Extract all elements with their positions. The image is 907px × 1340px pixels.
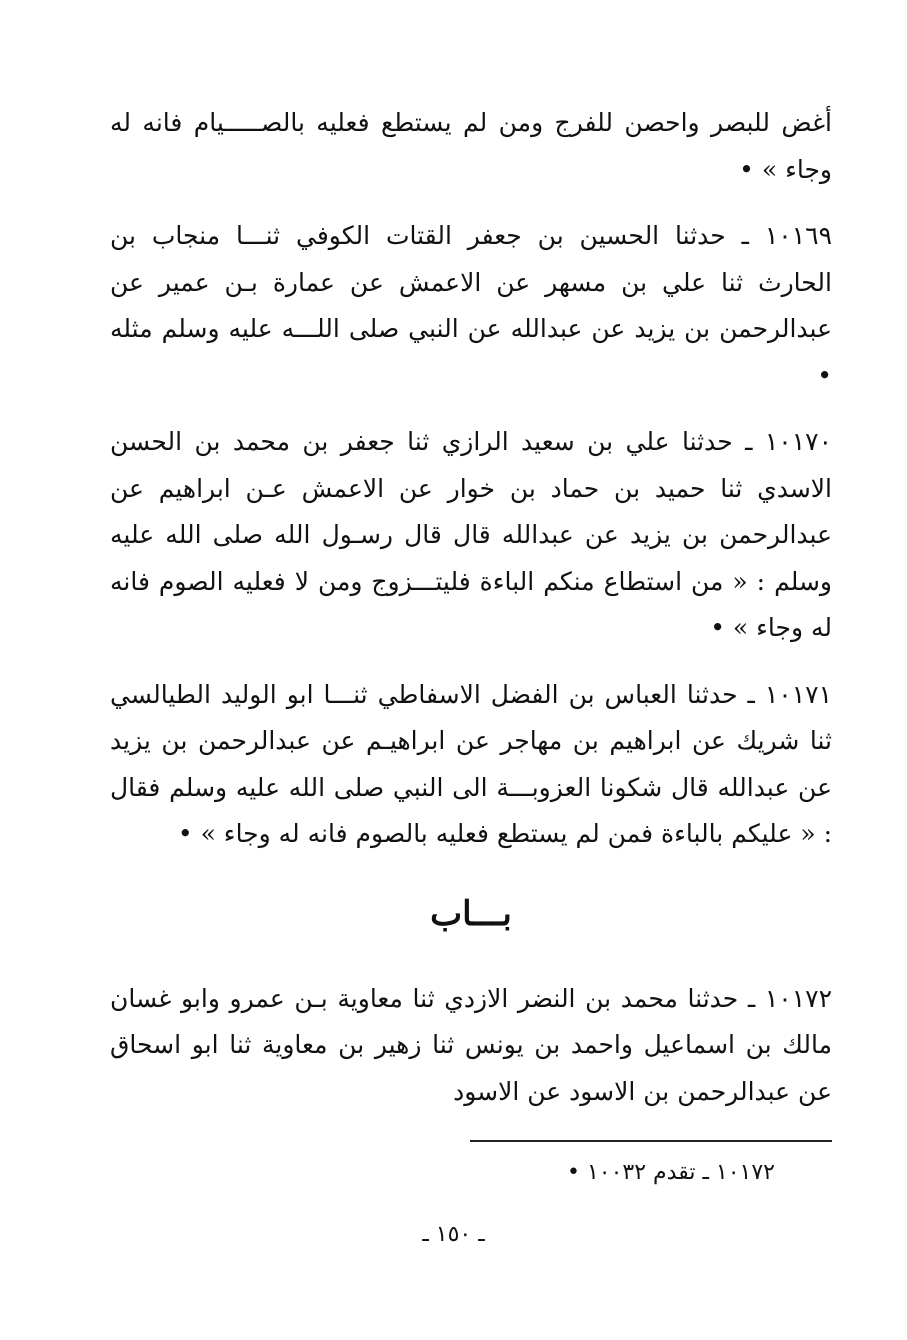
chapter-heading: بـــاب (430, 893, 512, 934)
page-number: ـ ١٥٠ ـ (422, 1222, 485, 1247)
hadith-10169: ١٠١٦٩ ـ حدثنا الحسين بن جعفر القتات الكوفي ثنـــا منجاب بن الحارث ثنا علي بن مسهر عن الاعمش عن عمارة بـن عمير عن عبدالرحمن بن يزيد عن عبدالله عن النبي صلى اللـــه عليه وسلم مثله • (110, 221, 832, 390)
footnote-divider (470, 1140, 832, 1142)
page-body (110, 100, 832, 1115)
footnote: ١٠١٧٢ ـ تقدم ١٠٠٣٢ • (566, 1160, 775, 1185)
intro-paragraph: أغض للبصر واحصن للفرج ومن لم يستطع فعليه بالصـــــيام فانه له وجاء » • (110, 108, 832, 184)
hadith-10171: ١٠١٧١ ـ حدثنا العباس بن الفضل الاسفاطي ثنـــا ابو الوليد الطيالسي ثنا شريك عن ابراهيم بن مهاجر عن ابراهيـم عن عبدالرحمن بن يزيد عن عبدالله قال شكونا العزوبـــة الى النبي صلى الله عليه وسلم فقال : « عليكم بالباءة فمن لم يستطع فعليه بالصوم فانه له وجاء » • (110, 679, 832, 848)
hadith-10172: ١٠١٧٢ ـ حدثنا محمد بن النضر الازدي ثنا معاوية بـن عمرو وابو غسان مالك بن اسماعيل واحمد بن يونس ثنا زهير بن معاوية ثنا ابو اسحاق عن عبدالرحمن بن الاسود عن الاسود (110, 983, 832, 1106)
hadith-10170: ١٠١٧٠ ـ حدثنا علي بن سعيد الرازي ثنا جعفر بن محمد بن الحسن الاسدي ثنا حميد بن حماد بن خوار عن الاعمش عـن ابراهيم عن عبدالرحمن بن يزيد عن عبدالله قال قال رسـول الله صلى الله عليه وسلم : « من استطاع منكم الباءة فليتـــزوج ومن لا فعليه الصوم فانه له وجاء » • (110, 427, 832, 642)
